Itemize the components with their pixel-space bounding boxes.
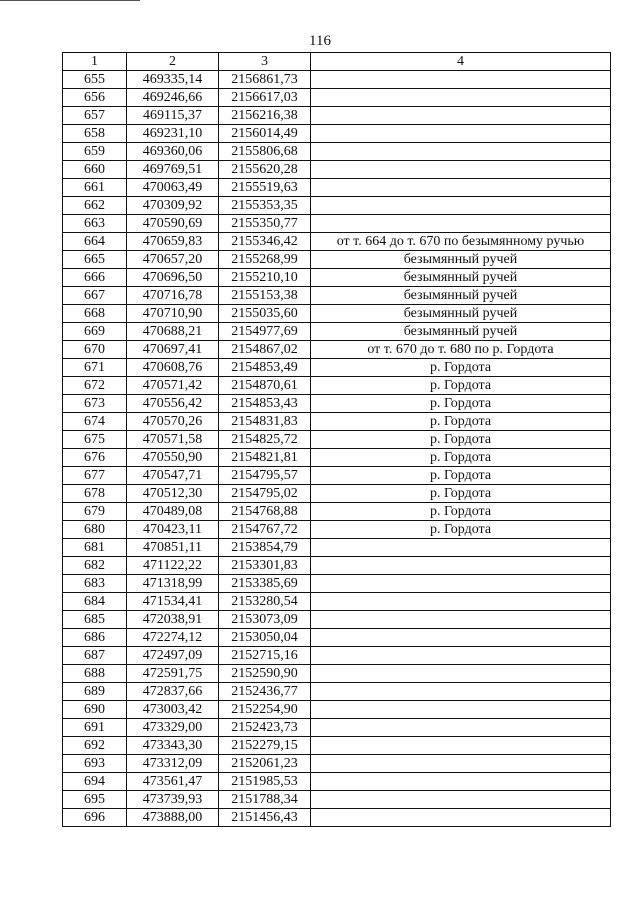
point-number-cell: 692 <box>63 737 127 755</box>
x-coordinate-cell: 470657,20 <box>127 251 219 269</box>
description-cell <box>311 557 611 575</box>
y-coordinate-cell: 2153854,79 <box>219 539 311 557</box>
table-row <box>63 683 611 701</box>
point-number-cell: 688 <box>63 665 127 683</box>
description-cell: р. Гордота <box>311 449 611 467</box>
point-number-cell: 677 <box>63 467 127 485</box>
point-number-cell: 660 <box>63 161 127 179</box>
x-coordinate-cell: 470659,83 <box>127 233 219 251</box>
x-coordinate-cell: 473888,00 <box>127 809 219 827</box>
x-coordinate-cell: 469360,06 <box>127 143 219 161</box>
table-row <box>63 521 611 539</box>
point-number-cell: 672 <box>63 377 127 395</box>
column-header: 3 <box>219 53 311 71</box>
x-coordinate-cell: 473312,09 <box>127 755 219 773</box>
point-number-cell: 675 <box>63 431 127 449</box>
point-number-cell: 684 <box>63 593 127 611</box>
table-row <box>63 539 611 557</box>
x-coordinate-cell: 473329,00 <box>127 719 219 737</box>
description-cell: р. Гордота <box>311 503 611 521</box>
x-coordinate-cell: 473561,47 <box>127 773 219 791</box>
table-row <box>63 89 611 107</box>
y-coordinate-cell: 2153050,04 <box>219 629 311 647</box>
table-row <box>63 413 611 431</box>
description-cell <box>311 719 611 737</box>
y-coordinate-cell: 2153280,54 <box>219 593 311 611</box>
description-cell: р. Гордота <box>311 521 611 539</box>
point-number-cell: 682 <box>63 557 127 575</box>
y-coordinate-cell: 2151985,53 <box>219 773 311 791</box>
table-row <box>63 503 611 521</box>
description-cell <box>311 197 611 215</box>
x-coordinate-cell: 470696,50 <box>127 269 219 287</box>
table-row <box>63 305 611 323</box>
table-row <box>63 341 611 359</box>
y-coordinate-cell: 2155353,35 <box>219 197 311 215</box>
x-coordinate-cell: 470590,69 <box>127 215 219 233</box>
description-cell: безымянный ручей <box>311 269 611 287</box>
x-coordinate-cell: 472591,75 <box>127 665 219 683</box>
point-number-cell: 685 <box>63 611 127 629</box>
table-row <box>63 575 611 593</box>
y-coordinate-cell: 2151788,34 <box>219 791 311 809</box>
point-number-cell: 656 <box>63 89 127 107</box>
y-coordinate-cell: 2152436,77 <box>219 683 311 701</box>
description-cell <box>311 125 611 143</box>
description-cell <box>311 611 611 629</box>
point-number-cell: 670 <box>63 341 127 359</box>
y-coordinate-cell: 2152590,90 <box>219 665 311 683</box>
description-cell: р. Гордота <box>311 431 611 449</box>
y-coordinate-cell: 2155350,77 <box>219 215 311 233</box>
x-coordinate-cell: 470571,42 <box>127 377 219 395</box>
description-cell <box>311 161 611 179</box>
x-coordinate-cell: 470063,49 <box>127 179 219 197</box>
x-coordinate-cell: 471534,41 <box>127 593 219 611</box>
point-number-cell: 671 <box>63 359 127 377</box>
table-row <box>63 737 611 755</box>
coordinates-table <box>62 52 611 827</box>
table-row <box>63 809 611 827</box>
description-cell <box>311 71 611 89</box>
point-number-cell: 693 <box>63 755 127 773</box>
table-row <box>63 557 611 575</box>
table-row <box>63 377 611 395</box>
description-cell <box>311 629 611 647</box>
x-coordinate-cell: 470550,90 <box>127 449 219 467</box>
y-coordinate-cell: 2154768,88 <box>219 503 311 521</box>
y-coordinate-cell: 2154977,69 <box>219 323 311 341</box>
column-header: 2 <box>127 53 219 71</box>
point-number-cell: 687 <box>63 647 127 665</box>
description-cell: р. Гордота <box>311 395 611 413</box>
page-number: 116 <box>309 33 331 49</box>
point-number-cell: 694 <box>63 773 127 791</box>
point-number-cell: 676 <box>63 449 127 467</box>
x-coordinate-cell: 469231,10 <box>127 125 219 143</box>
description-cell <box>311 107 611 125</box>
point-number-cell: 668 <box>63 305 127 323</box>
y-coordinate-cell: 2156861,73 <box>219 71 311 89</box>
scan-edge-line <box>0 0 140 1</box>
x-coordinate-cell: 470309,92 <box>127 197 219 215</box>
table-row <box>63 665 611 683</box>
point-number-cell: 686 <box>63 629 127 647</box>
point-number-cell: 667 <box>63 287 127 305</box>
x-coordinate-cell: 470710,90 <box>127 305 219 323</box>
point-number-cell: 664 <box>63 233 127 251</box>
table-row <box>63 647 611 665</box>
table-body <box>63 71 611 827</box>
description-cell: р. Гордота <box>311 377 611 395</box>
description-cell <box>311 809 611 827</box>
description-cell <box>311 737 611 755</box>
x-coordinate-cell: 470570,26 <box>127 413 219 431</box>
description-cell: безымянный ручей <box>311 251 611 269</box>
y-coordinate-cell: 2153301,83 <box>219 557 311 575</box>
table-row <box>63 251 611 269</box>
description-cell <box>311 575 611 593</box>
y-coordinate-cell: 2155153,38 <box>219 287 311 305</box>
description-cell <box>311 215 611 233</box>
table-row <box>63 701 611 719</box>
y-coordinate-cell: 2154767,72 <box>219 521 311 539</box>
table-row <box>63 485 611 503</box>
description-cell <box>311 665 611 683</box>
point-number-cell: 690 <box>63 701 127 719</box>
table-header-row <box>63 53 611 71</box>
x-coordinate-cell: 471122,22 <box>127 557 219 575</box>
x-coordinate-cell: 470688,21 <box>127 323 219 341</box>
point-number-cell: 695 <box>63 791 127 809</box>
column-header: 4 <box>311 53 611 71</box>
description-cell <box>311 683 611 701</box>
y-coordinate-cell: 2154853,43 <box>219 395 311 413</box>
y-coordinate-cell: 2155519,63 <box>219 179 311 197</box>
y-coordinate-cell: 2152715,16 <box>219 647 311 665</box>
x-coordinate-cell: 470608,76 <box>127 359 219 377</box>
description-cell: безымянный ручей <box>311 305 611 323</box>
point-number-cell: 661 <box>63 179 127 197</box>
x-coordinate-cell: 471318,99 <box>127 575 219 593</box>
table-row <box>63 629 611 647</box>
table-row <box>63 719 611 737</box>
x-coordinate-cell: 473739,93 <box>127 791 219 809</box>
description-cell: от т. 664 до т. 670 по безымянному ручью <box>311 233 611 251</box>
y-coordinate-cell: 2154795,02 <box>219 485 311 503</box>
x-coordinate-cell: 470851,11 <box>127 539 219 557</box>
y-coordinate-cell: 2153073,09 <box>219 611 311 629</box>
table-row <box>63 773 611 791</box>
x-coordinate-cell: 469335,14 <box>127 71 219 89</box>
table-row <box>63 611 611 629</box>
y-coordinate-cell: 2154867,02 <box>219 341 311 359</box>
y-coordinate-cell: 2155268,99 <box>219 251 311 269</box>
description-cell: безымянный ручей <box>311 287 611 305</box>
table-row <box>63 287 611 305</box>
description-cell <box>311 179 611 197</box>
x-coordinate-cell: 470571,58 <box>127 431 219 449</box>
x-coordinate-cell: 470697,41 <box>127 341 219 359</box>
table-row <box>63 179 611 197</box>
y-coordinate-cell: 2156014,49 <box>219 125 311 143</box>
point-number-cell: 658 <box>63 125 127 143</box>
description-cell <box>311 791 611 809</box>
x-coordinate-cell: 473003,42 <box>127 701 219 719</box>
column-header: 1 <box>63 53 127 71</box>
y-coordinate-cell: 2152423,73 <box>219 719 311 737</box>
x-coordinate-cell: 469246,66 <box>127 89 219 107</box>
table-row <box>63 161 611 179</box>
point-number-cell: 679 <box>63 503 127 521</box>
x-coordinate-cell: 470716,78 <box>127 287 219 305</box>
point-number-cell: 689 <box>63 683 127 701</box>
table-row <box>63 395 611 413</box>
point-number-cell: 655 <box>63 71 127 89</box>
table-row <box>63 359 611 377</box>
table-row <box>63 269 611 287</box>
point-number-cell: 657 <box>63 107 127 125</box>
y-coordinate-cell: 2155806,68 <box>219 143 311 161</box>
x-coordinate-cell: 472837,66 <box>127 683 219 701</box>
point-number-cell: 659 <box>63 143 127 161</box>
table-row <box>63 71 611 89</box>
y-coordinate-cell: 2154870,61 <box>219 377 311 395</box>
point-number-cell: 669 <box>63 323 127 341</box>
table-row <box>63 449 611 467</box>
x-coordinate-cell: 469769,51 <box>127 161 219 179</box>
table-row <box>63 755 611 773</box>
point-number-cell: 666 <box>63 269 127 287</box>
x-coordinate-cell: 470512,30 <box>127 485 219 503</box>
table-row <box>63 215 611 233</box>
table-row <box>63 431 611 449</box>
y-coordinate-cell: 2156216,38 <box>219 107 311 125</box>
y-coordinate-cell: 2156617,03 <box>219 89 311 107</box>
y-coordinate-cell: 2152061,23 <box>219 755 311 773</box>
x-coordinate-cell: 470423,11 <box>127 521 219 539</box>
description-cell: р. Гордота <box>311 359 611 377</box>
x-coordinate-cell: 472274,12 <box>127 629 219 647</box>
description-cell <box>311 701 611 719</box>
point-number-cell: 691 <box>63 719 127 737</box>
description-cell <box>311 647 611 665</box>
description-cell: р. Гордота <box>311 467 611 485</box>
description-cell: от т. 670 до т. 680 по р. Гордота <box>311 341 611 359</box>
description-cell <box>311 593 611 611</box>
point-number-cell: 680 <box>63 521 127 539</box>
table-row <box>63 143 611 161</box>
x-coordinate-cell: 473343,30 <box>127 737 219 755</box>
x-coordinate-cell: 470556,42 <box>127 395 219 413</box>
table-row <box>63 107 611 125</box>
point-number-cell: 674 <box>63 413 127 431</box>
table-row <box>63 323 611 341</box>
y-coordinate-cell: 2152279,15 <box>219 737 311 755</box>
y-coordinate-cell: 2155620,28 <box>219 161 311 179</box>
description-cell <box>311 539 611 557</box>
point-number-cell: 663 <box>63 215 127 233</box>
point-number-cell: 673 <box>63 395 127 413</box>
table-row <box>63 791 611 809</box>
y-coordinate-cell: 2154795,57 <box>219 467 311 485</box>
table-row <box>63 593 611 611</box>
y-coordinate-cell: 2154831,83 <box>219 413 311 431</box>
y-coordinate-cell: 2153385,69 <box>219 575 311 593</box>
y-coordinate-cell: 2151456,43 <box>219 809 311 827</box>
y-coordinate-cell: 2154825,72 <box>219 431 311 449</box>
point-number-cell: 665 <box>63 251 127 269</box>
description-cell <box>311 89 611 107</box>
x-coordinate-cell: 470547,71 <box>127 467 219 485</box>
point-number-cell: 678 <box>63 485 127 503</box>
y-coordinate-cell: 2154853,49 <box>219 359 311 377</box>
y-coordinate-cell: 2155035,60 <box>219 305 311 323</box>
point-number-cell: 681 <box>63 539 127 557</box>
table-row <box>63 197 611 215</box>
x-coordinate-cell: 470489,08 <box>127 503 219 521</box>
point-number-cell: 683 <box>63 575 127 593</box>
description-cell <box>311 773 611 791</box>
description-cell: р. Гордота <box>311 413 611 431</box>
table-row <box>63 125 611 143</box>
y-coordinate-cell: 2154821,81 <box>219 449 311 467</box>
y-coordinate-cell: 2155346,42 <box>219 233 311 251</box>
point-number-cell: 696 <box>63 809 127 827</box>
point-number-cell: 662 <box>63 197 127 215</box>
description-cell: безымянный ручей <box>311 323 611 341</box>
description-cell <box>311 143 611 161</box>
description-cell: р. Гордота <box>311 485 611 503</box>
x-coordinate-cell: 472497,09 <box>127 647 219 665</box>
x-coordinate-cell: 472038,91 <box>127 611 219 629</box>
x-coordinate-cell: 469115,37 <box>127 107 219 125</box>
description-cell <box>311 755 611 773</box>
table-row <box>63 467 611 485</box>
y-coordinate-cell: 2152254,90 <box>219 701 311 719</box>
table-row <box>63 233 611 251</box>
y-coordinate-cell: 2155210,10 <box>219 269 311 287</box>
